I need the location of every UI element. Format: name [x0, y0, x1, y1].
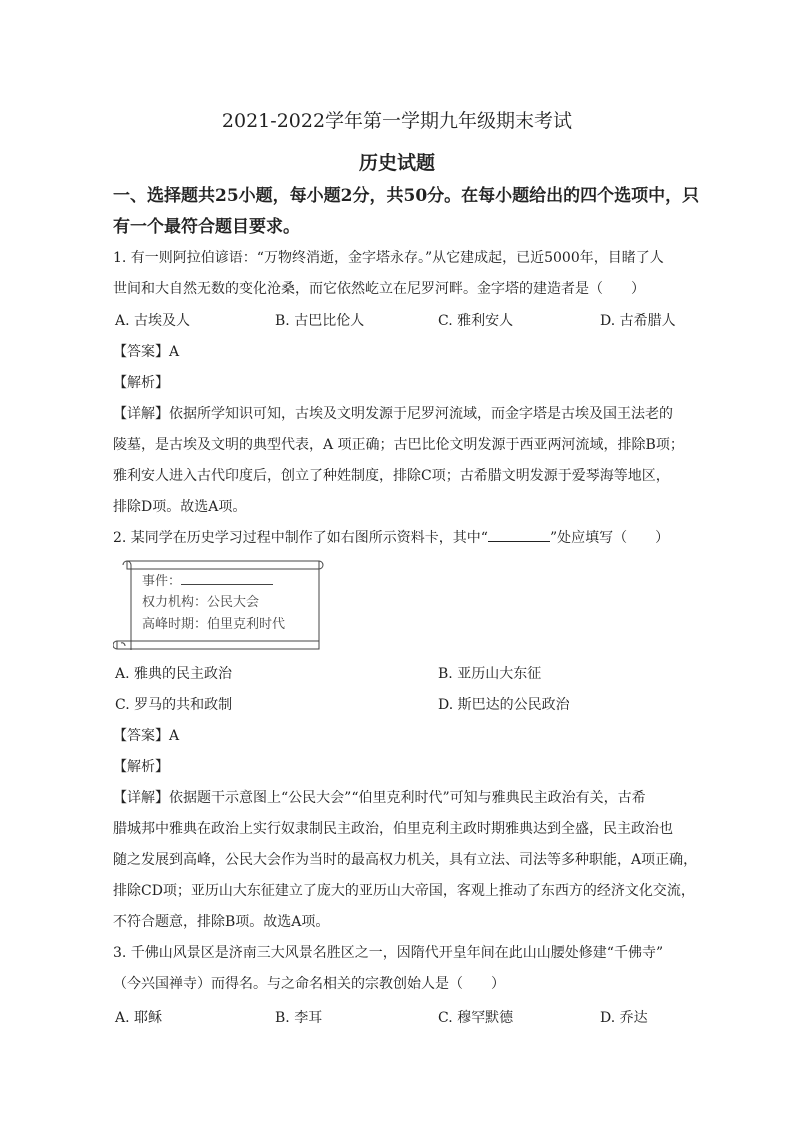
q1-option-b: B. 古巴比伦人: [275, 313, 365, 329]
q2-fill-blank: [488, 528, 550, 542]
q1-detail-line4: 排除D项。故选A项。: [113, 499, 247, 515]
card-peak-period: 高峰时期：伯里克利时代: [142, 617, 286, 632]
card-event-label: 事件：: [142, 574, 182, 589]
q2-stem-after: ”处应填写（ ）: [549, 530, 670, 546]
q1-detail-line2: 陵墓，是古埃及文明的典型代表，A 项正确；古巴比伦文明发源于西亚两河流域，排除B项；: [113, 437, 684, 453]
q1-analysis-label: 【解析】: [113, 375, 169, 391]
q1-option-d: D. 古希腊人: [600, 313, 676, 329]
q3-option-b: B. 李耳: [275, 1010, 323, 1026]
exam-title: 2021-2022学年第一学期九年级期末考试: [221, 110, 573, 132]
q2-option-b: B. 亚历山大东征: [438, 666, 542, 682]
q2-option-a: A. 雅典的民主政治: [115, 666, 233, 682]
q3-option-c: C. 穆罕默德: [438, 1010, 514, 1026]
q2-detail-line2: 腊城邦中雅典在政治上实行奴隶制民主政治，伯里克利主政时期雅典达到全盛，民主政治也: [113, 821, 673, 837]
q3-option-d: D. 乔达: [600, 1010, 648, 1026]
q2-detail-line4: 排除CD项；亚历山大东征建立了庞大的亚历山大帝国，客观上推动了东西方的经济文化交流，: [113, 883, 695, 899]
q2-option-d: D. 斯巴达的公民政治: [438, 697, 570, 713]
card-authority: 权力机构：公民大会: [142, 595, 260, 610]
q3-stem-line2: （今兴国禅寺）而得名。与之命名相关的宗教创始人是（ ）: [113, 976, 505, 992]
q2-analysis-label: 【解析】: [113, 759, 169, 775]
card-event-blank: [181, 572, 273, 585]
q1-answer: 【答案】A: [113, 344, 180, 360]
q3-option-a: A. 耶稣: [115, 1010, 163, 1026]
q2-detail-line3: 随之发展到高峰，公民大会作为当时的最高权力机关，具有立法、司法等多种职能，A项正确，: [113, 852, 698, 868]
section-heading-line1: 一、选择题共25小题，每小题2分，共50分。在每小题给出的四个选项中，只: [113, 186, 700, 206]
q2-stem-before: 2. 某同学在历史学习过程中制作了如右图所示资料卡，其中“: [113, 530, 488, 546]
q2-detail-line5: 不符合题意，排除B项。故选A项。: [113, 914, 330, 930]
q1-stem-line2: 世间和大自然无数的变化沧桑，而它依然屹立在尼罗河畔。金字塔的建造者是（ ）: [113, 281, 645, 297]
q1-stem-line1: 1. 有一则阿拉伯谚语：“万物终消逝，金字塔永存。”从它建成起，已近5000年，目睹了人: [113, 250, 664, 266]
q1-option-c: C. 雅利安人: [438, 313, 514, 329]
q2-option-c: C. 罗马的共和政制: [115, 697, 233, 713]
q2-stem: [113, 528, 669, 548]
q2-answer: 【答案】A: [113, 728, 180, 744]
section-heading-line2: 有一个最符合题目要求。: [113, 217, 300, 237]
card-event-row: [142, 572, 273, 591]
q1-detail-line3: 雅利安人进入古代印度后，创立了种姓制度，排除C项；古希腊文明发源于爱琴海等地区，: [113, 468, 670, 484]
q1-detail-line1: 【详解】依据所学知识可知，古埃及文明发源于尼罗河流域，而金字塔是古埃及国王法老的: [113, 406, 673, 422]
exam-subtitle: 历史试题: [358, 152, 435, 174]
q3-stem-line1: 3. 千佛山风景区是济南三大风景名胜区之一，因隋代开皇年间在此山山腰处修建“千佛寺”: [113, 945, 664, 961]
q2-detail-line1: 【详解】依据题干示意图上“公民大会”“伯里克利时代”可知与雅典民主政治有关，古希: [113, 790, 646, 806]
q1-option-a: A. 古埃及人: [115, 313, 191, 329]
